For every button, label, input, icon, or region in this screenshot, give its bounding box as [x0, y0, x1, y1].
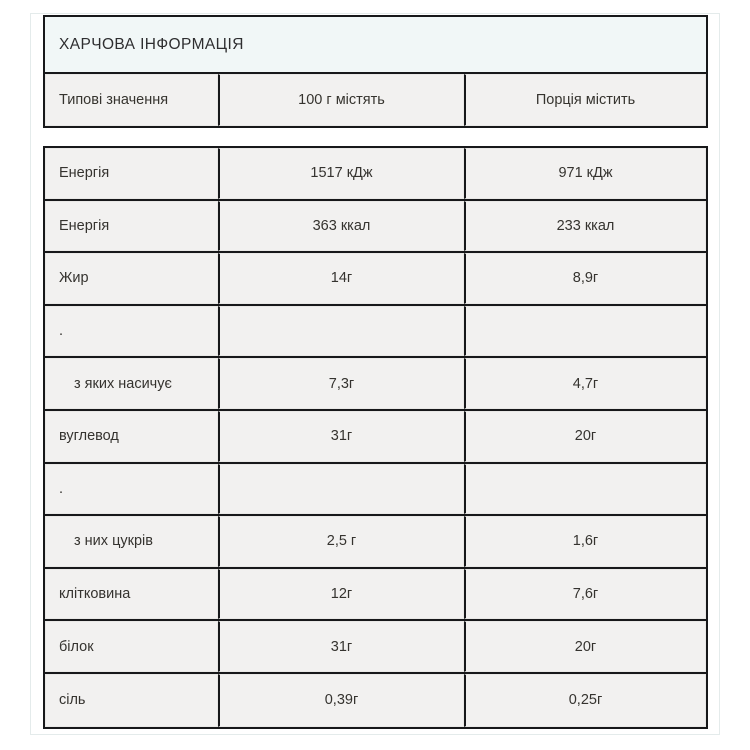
table-row: [45, 674, 706, 727]
row-value-per-portion: 4,7г: [464, 358, 706, 409]
row-label-cell: .: [45, 464, 218, 515]
row-label-cell: з яких насичує: [45, 358, 218, 409]
row-label-cell: Жир: [45, 253, 218, 304]
table-row: [45, 201, 706, 254]
row-value-per-portion: 20г: [464, 411, 706, 462]
column-header-row: [45, 74, 706, 126]
row-value-per-100g: 31г: [218, 411, 464, 462]
row-value-per-100g: 1517 кДж: [218, 148, 464, 199]
row-value-per-portion: 0,25г: [464, 674, 706, 727]
row-value-per-portion: 233 ккал: [464, 201, 706, 252]
column-header-per-portion: Порція містить: [464, 74, 706, 126]
table-row: [45, 253, 706, 306]
row-value-per-portion: 1,6г: [464, 516, 706, 567]
table-row: [45, 411, 706, 464]
row-label-cell: Енергія: [45, 201, 218, 252]
page-title: ХАРЧОВА ІНФОРМАЦІЯ: [59, 35, 244, 53]
row-label-cell: клітковина: [45, 569, 218, 620]
row-value-per-portion: 7,6г: [464, 569, 706, 620]
row-value-per-100g: 0,39г: [218, 674, 464, 727]
table-row: [45, 306, 706, 359]
row-value-per-portion: 8,9г: [464, 253, 706, 304]
nutrition-table-body: [43, 146, 708, 729]
table-row: [45, 464, 706, 517]
row-label-cell: сіль: [45, 674, 218, 727]
table-row: [45, 569, 706, 622]
row-label-cell: вуглевод: [45, 411, 218, 462]
row-value-per-portion: 971 кДж: [464, 148, 706, 199]
table-row: [45, 148, 706, 201]
nutrition-title-row: [45, 17, 706, 74]
row-value-per-100g: 2,5 г: [218, 516, 464, 567]
column-header-typical-values: Типові значення: [45, 74, 218, 126]
row-value-per-portion: 20г: [464, 621, 706, 672]
row-label-cell: білок: [45, 621, 218, 672]
table-row: [45, 358, 706, 411]
row-value-per-100g: 363 ккал: [218, 201, 464, 252]
row-value-per-100g: 7,3г: [218, 358, 464, 409]
row-value-per-100g: [218, 464, 464, 515]
column-header-per-100g: 100 г містять: [218, 74, 464, 126]
row-label-cell: з них цукрів: [45, 516, 218, 567]
table-row: [45, 621, 706, 674]
row-value-per-portion: [464, 464, 706, 515]
row-label-cell: Енергія: [45, 148, 218, 199]
row-value-per-100g: 31г: [218, 621, 464, 672]
row-label-cell: .: [45, 306, 218, 357]
row-value-per-portion: [464, 306, 706, 357]
nutrition-header-block: [43, 15, 708, 128]
row-value-per-100g: [218, 306, 464, 357]
row-value-per-100g: 14г: [218, 253, 464, 304]
table-row: [45, 516, 706, 569]
nutrition-information-panel: [30, 13, 720, 735]
row-value-per-100g: 12г: [218, 569, 464, 620]
